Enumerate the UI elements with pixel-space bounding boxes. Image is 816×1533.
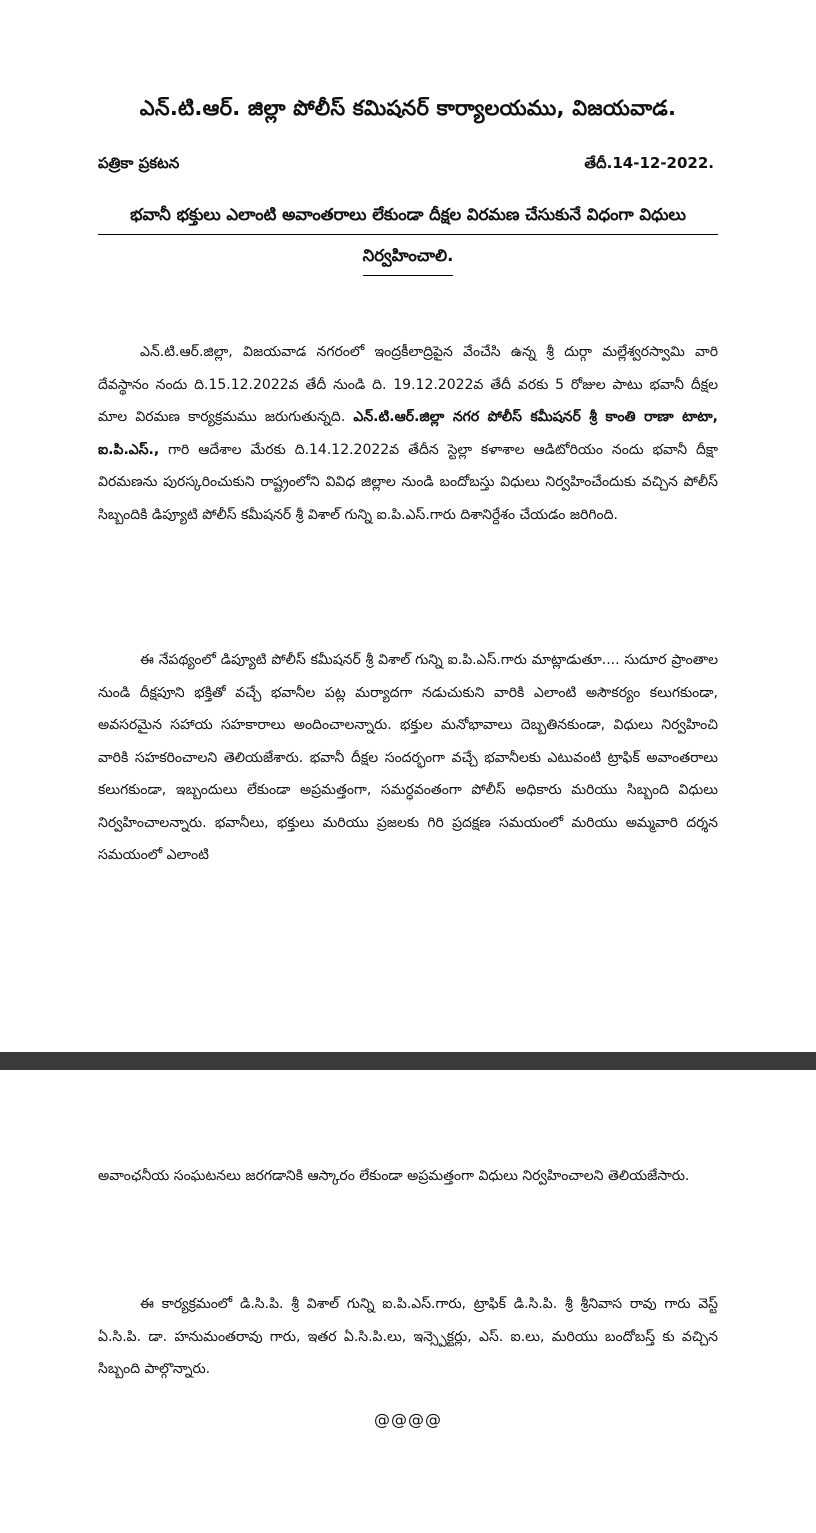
commissioner-name: ఎన్.టి.ఆర్.జిల్లా నగర పోలీస్ కమీషనర్ శ్రీ కాంతి రాణా టాటా, ఐ.పి.ఎస్.,	[98, 409, 718, 458]
headline	[98, 200, 718, 277]
page-separator	[0, 1052, 816, 1070]
paragraph-1	[98, 336, 718, 531]
paragraph-1-text-b: గారి ఆదేశాల మేరకు ది.14.12.2022వ తేదీన స్టెల్లా కళాశాల ఆడిటోరియం నందు భవానీ దీక్షా విరమణను పురస్కరించుకుని రాష్ట్రంలోని వివిధ జిల్లాల నుండి బందోబస్తు విధులు నిర్వహించేందుకు వచ్చిన పోలీస్ సిబ్బందికి డిప్యూటి పోలీస్ కమీషనర్ శ్రీ విశాల్ గున్ని ఐ.పి.ఎస్.గారు దిశానిర్దేశం చేయడం జరిగింది.	[98, 441, 718, 523]
headline-line-1: భవానీ భక్తులు ఎలాంటి అవాంతరాలు లేకుండా దీక్షల విరమణ చేసుకునే విధంగా విధులు	[98, 200, 718, 235]
paragraph-2: ఈ నేపథ్యంలో డిప్యూటి పోలీస్ కమీషనర్ శ్రీ విశాల్ గున్ని ఐ.పి.ఎస్.గారు మాట్లాడుతూ.... సుదూర ప్రాంతాల నుండి దీక్షపూని భక్తితో వచ్చే భవానీల పట్ల మర్యాదగా నడుచుకుని వారికి ఎలాంటి అసౌకర్యం కలుగకుండా, అవసరమైన సహాయ సహకారాలు అందించాలన్నారు. భక్తుల మనోభావాలు దెబ్బతినకుండా, విధులు నిర్వహించి వారికి సహకరించాలని తెలియజేశారు. భవానీ దీక్షల సందర్భంగా వచ్చే భవానీలకు ఎటువంటి ట్రాఫిక్ అవాంతరాలు కలుగకుండా, ఇబ్బందులు లేకుండా అప్రమత్తంగా, సమర్ధవంతంగా పోలీస్ అధికారు మరియు సిబ్బంది విధులు నిర్వహించాలన్నారు. భవానీలు, భక్తులు మరియు ప్రజలకు గిరి ప్రదక్షణ సమయంలో మరియు అమ్మవారి దర్శన సమయంలో ఎలాంటి	[98, 652, 718, 863]
paragraph-4: ఈ కార్యక్రమంలో డి.సి.పి. శ్రీ విశాల్ గున్ని ఐ.పి.ఎస్.గారు, ట్రాఫిక్ డి.సి.పి. శ్రీ శ్రీనివాస రావు గారు వెస్ట్ ఏ.సి.పి. డా. హనుమంతరావు గారు, ఇతర ఏ.సి.పి.లు, ఇన్స్పెక్టర్లు, ఎస్. ఐ.లు, మరియు బందోబస్త్ కు వచ్చిన సిబ్బంది పాల్గొన్నారు.	[98, 1296, 718, 1377]
headline-line-2: నిర్వహించాలి.	[363, 239, 454, 276]
office-title: ఎన్.టి.ఆర్. జిల్లా పోలీస్ కమిషనర్ కార్యాలయము, విజయవాడ.	[139, 96, 677, 120]
paragraph-1-text-a: ఎన్.టి.ఆర్.జిల్లా, విజయవాడ నగరంలో ఇంద్రకీలాద్రిపైన వేంచేసి ఉన్న శ్రీ దుర్గా మల్లేశ్వరస్వామి వారి దేవస్థానం నందు ది.15.12.2022వ తేదీ నుండి ది. 19.12.2022వ తేదీ వరకు 5 రోజుల పాటు భవానీ దీక్షల మాల విరమణ కార్యక్రమము జరుగుతున్నది.	[98, 344, 718, 425]
paragraph-3: అవాంఛనీయ సంఘటనలు జరగడానికి ఆస్కారం లేకుండా అప్రమత్తంగా విధులు నిర్వహించాలని తెలియజేసారు.	[98, 1168, 690, 1184]
release-date: తేదీ.14-12-2022.	[584, 154, 714, 172]
press-release-label: పత్రికా ప్రకటన	[98, 154, 180, 172]
end-mark: @@@@	[374, 1410, 442, 1429]
